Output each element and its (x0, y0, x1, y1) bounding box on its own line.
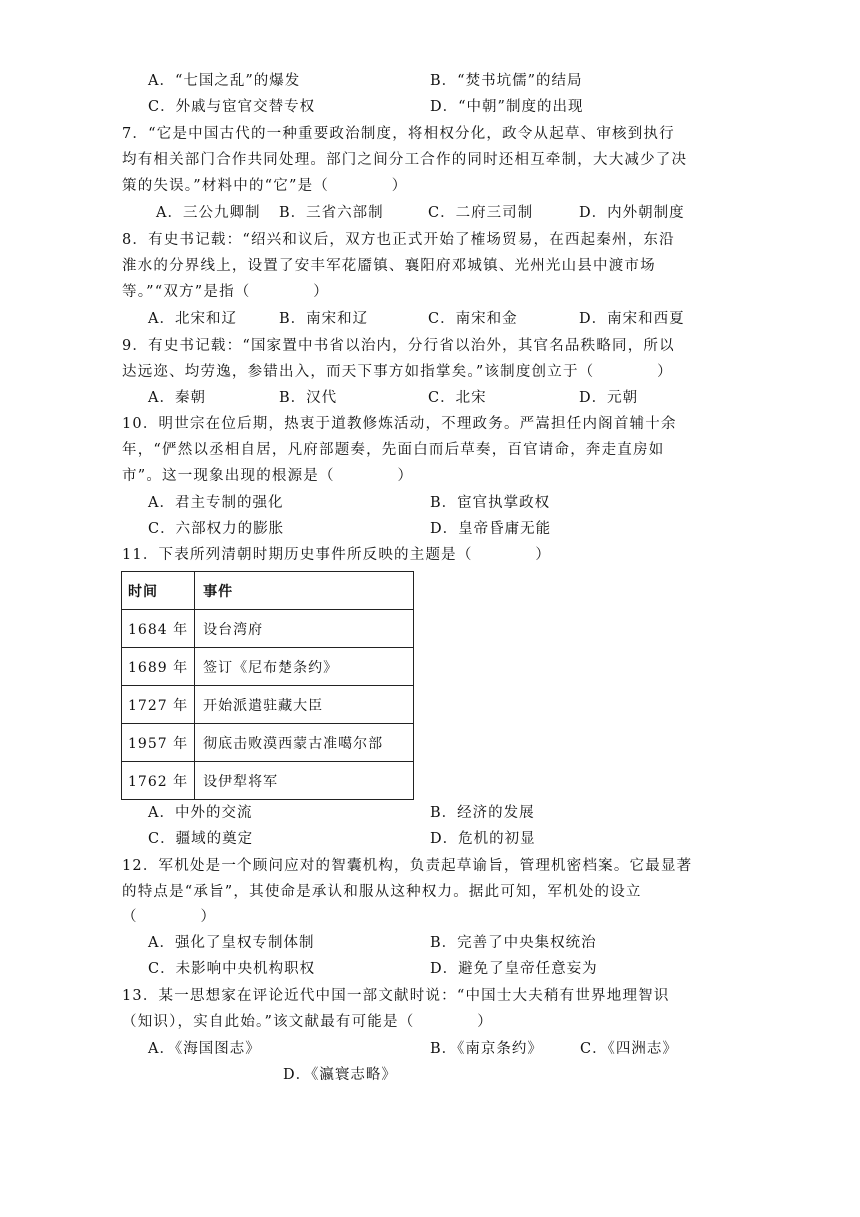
q7-option-a: A．三公九卿制 (156, 205, 261, 221)
q9-option-c: C．北宋 (428, 390, 487, 406)
table-cell-event: 设台湾府 (195, 610, 414, 648)
q11-option-c: C．疆域的奠定 (148, 831, 254, 847)
table-header-row (122, 572, 414, 610)
q8-option-d: D．南宋和西夏 (579, 311, 685, 327)
table-cell-year: 1727 年 (122, 686, 195, 724)
q8-stem-line-2: 淮水的分界线上，设置了安丰军花靥镇、襄阳府邓城镇、光州光山县中渡市场 (122, 258, 656, 274)
q12-option-c: C．未影响中央机构职权 (148, 961, 316, 977)
q8-option-b: B．南宋和辽 (279, 311, 369, 327)
q10-stem-line-2: 年，“俨然以丞相自居，凡府部题奏，先面白而后草奏，百官请命，奔走直房如 (122, 442, 665, 458)
q13-stem-line-1: 13．某一思想家在评论近代中国一部文献时说：“中国士大夫稍有世界地理智识 (122, 988, 670, 1004)
q8-stem-line-1: 8．有史书记载：“绍兴和议后，双方也正式开始了榷场贸易，在西起秦州，东沿 (122, 232, 675, 248)
q13-option-d: D．《瀛寰志略》 (283, 1067, 397, 1083)
table-header-event: 事件 (195, 572, 414, 610)
table-cell-year: 1689 年 (122, 648, 195, 686)
table-cell-year: 1957 年 (122, 724, 195, 762)
table-cell-year: 1762 年 (122, 762, 195, 800)
q9-stem-line-2: 达远迩、均劳逸，参错出入，而天下事方如指掌矣。”该制度创立于（ ） (122, 364, 673, 380)
q8-option-c: C．南宋和金 (428, 311, 518, 327)
table-row (122, 762, 414, 800)
q12-option-d: D．避免了皇帝任意妄为 (430, 961, 598, 977)
table-cell-event: 彻底击败漠西蒙古准噶尔部 (195, 724, 414, 762)
q6-option-b: B．“焚书坑儒”的结局 (430, 73, 583, 89)
q10-option-b: B．宦官执掌政权 (430, 495, 551, 511)
q10-stem-line-3: 市”。这一现象出现的根源是（ ） (122, 468, 414, 484)
q7-option-b: B．三省六部制 (279, 205, 384, 221)
q13-option-b: B．《南京条约》 (430, 1041, 543, 1057)
q10-option-d: D．皇帝昏庸无能 (430, 521, 552, 537)
q7-option-c: C．二府三司制 (428, 205, 534, 221)
q10-option-a: A．君主专制的强化 (148, 495, 284, 511)
q10-option-c: C．六部权力的膨胀 (148, 521, 285, 537)
events-table (121, 571, 414, 800)
q12-option-a: A．强化了皇权专制体制 (148, 935, 315, 951)
table-cell-event: 开始派遣驻藏大臣 (195, 686, 414, 724)
table-cell-event: 签订《尼布楚条约》 (195, 648, 414, 686)
table-row (122, 724, 414, 762)
q13-stem-line-2: （知识），实自此始。”该文献最有可能是（ ） (122, 1014, 493, 1030)
q7-stem-line-1: 7．“它是中国古代的一种重要政治制度，将相权分化，政令从起草、审核到执行 (122, 126, 675, 142)
q9-option-a: A．秦朝 (148, 390, 206, 406)
table-row (122, 648, 414, 686)
table-row (122, 686, 414, 724)
q6-option-c: C．外戚与宦官交替专权 (148, 99, 316, 115)
q13-option-a: A．《海国图志》 (148, 1041, 261, 1057)
q12-stem-line-2: 的特点是“承旨”，其使命是承认和服从这种权力。据此可知，军机处的设立 (122, 884, 642, 900)
table-header-time: 时间 (122, 572, 195, 610)
table-row (122, 610, 414, 648)
q11-stem: 11．下表所列清朝时期历史事件所反映的主题是（ ） (122, 547, 552, 563)
table-cell-year: 1684 年 (122, 610, 195, 648)
q13-option-c: C．《四洲志》 (580, 1041, 678, 1057)
q8-option-a: A．北宋和辽 (148, 311, 237, 327)
q6-option-a: A．“七国之乱”的爆发 (148, 73, 301, 89)
q9-option-d: D．元朝 (579, 390, 639, 406)
q11-option-a: A．中外的交流 (148, 805, 253, 821)
q7-stem-line-3: 策的失误。”材料中的“它”是（ ） (122, 178, 408, 194)
q8-stem-line-3: 等。”“双方”是指（ ） (122, 284, 329, 300)
q12-option-b: B．完善了中央集权统治 (430, 935, 597, 951)
q11-option-b: B．经济的发展 (430, 805, 535, 821)
q7-stem-line-2: 均有相关部门合作共同处理。部门之间分工合作的同时还相互牵制，大大减少了决 (122, 152, 688, 168)
q12-stem-line-3: （ ） (122, 909, 217, 925)
table-cell-event: 设伊犁将军 (195, 762, 414, 800)
q12-stem-line-1: 12．军机处是一个顾问应对的智囊机构，负责起草谕旨，管理机密档案。它最显著 (122, 858, 693, 874)
q7-option-d: D．内外朝制度 (579, 205, 685, 221)
q11-option-d: D．危机的初显 (430, 831, 536, 847)
q9-stem-line-1: 9．有史书记载：“国家置中书省以治内，分行省以治外，其官名品秩略同，所以 (122, 338, 675, 354)
q9-option-b: B．汉代 (279, 390, 338, 406)
q10-stem-line-1: 10．明世宗在位后期，热衷于道教修炼活动，不理政务。严嵩担任内阁首辅十余 (122, 416, 677, 432)
q6-option-d: D．“中朝”制度的出现 (430, 99, 584, 115)
